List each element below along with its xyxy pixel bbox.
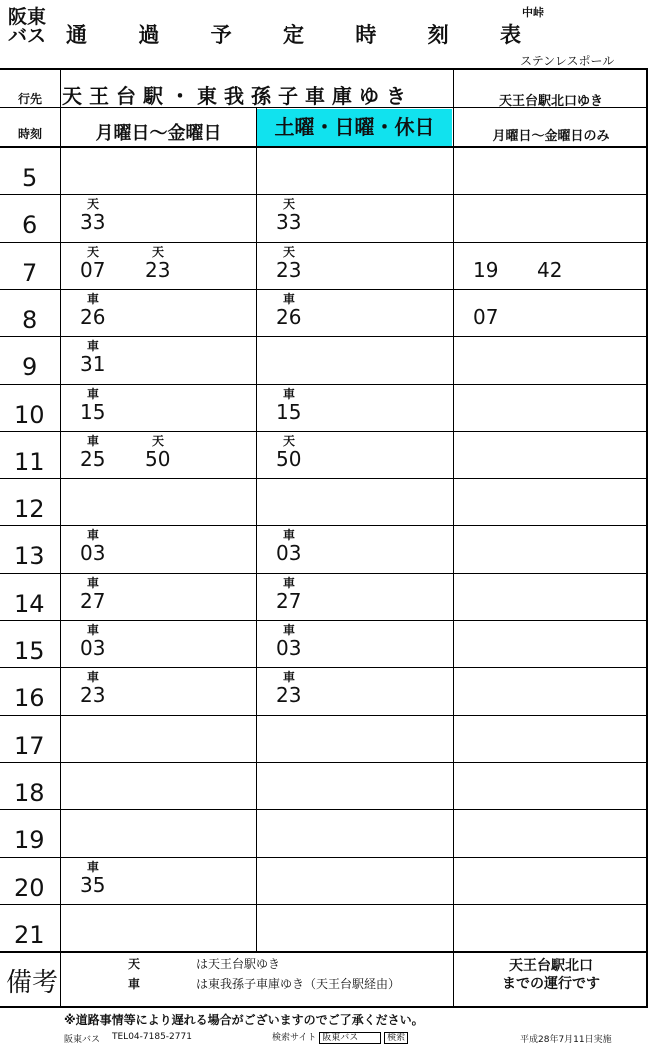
row-divider xyxy=(0,289,648,290)
route-mark: 天 xyxy=(152,433,165,448)
departure-weekend xyxy=(276,292,336,328)
remarks-right xyxy=(454,957,648,993)
row-divider xyxy=(0,573,648,574)
route-mark: 車 xyxy=(87,291,100,306)
departure-weekday xyxy=(80,387,140,423)
effective-date: 平成28年7月11日実施 xyxy=(520,1035,612,1045)
row-divider xyxy=(0,478,648,479)
hour-label: 14 xyxy=(14,589,45,618)
departure-minute: 50 xyxy=(276,446,302,471)
departure-weekend xyxy=(276,245,336,281)
departure-weekday xyxy=(80,292,140,328)
route-mark: 車 xyxy=(283,291,296,306)
legend-text-sha: は東我孫子車庫ゆき（天王台駅経由） xyxy=(196,977,401,991)
row-divider xyxy=(0,667,648,668)
hour-label: 10 xyxy=(14,400,45,429)
row-divider xyxy=(0,525,648,526)
departure-minute: 07 xyxy=(473,304,499,329)
route-mark: 天 xyxy=(87,197,100,212)
remarks-right-line-1: 天王台駅北口 xyxy=(509,958,593,974)
route-mark: 車 xyxy=(283,575,296,590)
grid-line xyxy=(256,107,257,952)
departure-weekend xyxy=(276,387,336,423)
departure-right xyxy=(473,292,533,328)
departure-weekend xyxy=(276,434,336,470)
route-mark: 車 xyxy=(87,339,100,354)
hour-label: 5 xyxy=(22,164,38,192)
departure-weekday xyxy=(145,434,205,470)
row-divider xyxy=(0,384,648,385)
title-char: 予 xyxy=(210,23,232,47)
row-divider xyxy=(0,431,648,432)
route-mark: 車 xyxy=(87,433,100,448)
footer-search xyxy=(272,1030,408,1044)
hour-label: 7 xyxy=(22,258,38,287)
search-button[interactable]: 検索 xyxy=(384,1032,408,1044)
footer-company: 阪東バス xyxy=(64,1035,101,1045)
departure-minute: 23 xyxy=(276,683,302,708)
route-mark: 車 xyxy=(283,386,296,401)
hour-label: 20 xyxy=(14,873,45,902)
departure-minute: 26 xyxy=(80,304,106,329)
route-mark: 車 xyxy=(87,575,100,590)
departure-right xyxy=(537,245,597,281)
departure-minute: 23 xyxy=(145,257,171,282)
route-mark: 車 xyxy=(283,623,296,637)
route-mark: 天 xyxy=(283,433,296,448)
departure-weekend xyxy=(276,528,336,564)
departure-minute: 50 xyxy=(145,446,171,471)
legend-mark-ten: 天 xyxy=(128,957,141,971)
hour-label: 12 xyxy=(14,495,45,524)
route-mark xyxy=(544,245,597,259)
departure-weekday xyxy=(80,434,140,470)
page-title xyxy=(66,19,521,49)
title-char: 刻 xyxy=(427,23,449,47)
route-mark: 天 xyxy=(87,244,100,259)
row-divider xyxy=(0,857,648,858)
departure-weekday xyxy=(80,339,140,375)
departure-weekend xyxy=(276,197,336,233)
brand-line-2: バス xyxy=(8,25,47,47)
pole-type: ステンレスポール xyxy=(520,54,615,68)
route-mark: 車 xyxy=(283,670,296,685)
departure-minute: 35 xyxy=(80,872,106,897)
route-mark: 車 xyxy=(87,386,100,401)
departure-minute: 03 xyxy=(276,541,302,566)
route-mark xyxy=(480,292,533,306)
day-weekday: 月曜日～金曜日 xyxy=(95,123,222,144)
grid-line xyxy=(0,146,648,148)
day-weekend: 土曜・日曜・休日 xyxy=(257,109,452,146)
departure-minute: 27 xyxy=(80,588,106,613)
departure-minute: 27 xyxy=(276,588,302,613)
hour-label: 6 xyxy=(22,211,38,240)
route-mark: 天 xyxy=(283,197,296,212)
grid-line xyxy=(453,68,454,1008)
departure-weekday xyxy=(80,623,140,659)
destination-main: 天王台駅・東我孫子車庫ゆき xyxy=(62,84,413,108)
departure-weekend xyxy=(276,576,336,612)
title-char: 通 xyxy=(66,23,87,47)
departure-minute: 19 xyxy=(473,257,499,282)
hour-label: 19 xyxy=(14,826,45,855)
departure-weekday xyxy=(80,197,140,233)
route-mark: 車 xyxy=(87,623,100,637)
departure-minute: 26 xyxy=(276,304,302,329)
row-divider xyxy=(0,336,648,337)
route-mark: 天 xyxy=(283,244,296,259)
departure-minute: 33 xyxy=(80,210,106,235)
hour-label: 11 xyxy=(14,447,45,476)
row-divider xyxy=(0,242,648,243)
footer-phone: TEL04-7185-2771 xyxy=(112,1032,192,1042)
route-mark: 車 xyxy=(283,528,296,543)
grid-line xyxy=(60,68,61,1008)
day-right: 月曜日～金曜日のみ xyxy=(492,129,610,144)
hour-label: 21 xyxy=(14,920,45,949)
delay-note: ※道路事情等により遅れる場合がございますのでご了承ください。 xyxy=(64,1013,424,1027)
departure-minute: 03 xyxy=(80,541,106,566)
row-divider xyxy=(0,194,648,195)
row-divider xyxy=(0,904,648,905)
hour-label: 17 xyxy=(14,731,45,760)
departure-weekday xyxy=(145,245,205,281)
departure-minute: 15 xyxy=(276,399,302,424)
title-char: 過 xyxy=(138,23,160,47)
departure-minute: 31 xyxy=(80,352,106,377)
remarks-label: 備考 xyxy=(6,968,59,998)
row-divider xyxy=(0,620,648,621)
brand-line-1: 阪東 xyxy=(8,6,47,28)
departure-minute: 42 xyxy=(537,257,563,282)
departure-minute: 03 xyxy=(80,636,106,660)
departure-weekday xyxy=(80,576,140,612)
hour-label: 9 xyxy=(22,353,38,382)
title-char: 定 xyxy=(282,23,304,47)
departure-weekend xyxy=(276,623,336,659)
search-term-box[interactable]: 阪東バス xyxy=(319,1032,381,1044)
search-label: 検索サイト xyxy=(272,1033,317,1043)
time-label: 時刻 xyxy=(18,127,43,141)
departure-minute: 33 xyxy=(276,210,302,235)
route-mark: 車 xyxy=(87,670,100,685)
title-char: 時 xyxy=(355,23,377,47)
departure-minute: 23 xyxy=(80,683,106,708)
hour-label: 8 xyxy=(22,305,38,334)
departure-weekday xyxy=(80,670,140,706)
hour-label: 16 xyxy=(14,684,45,713)
departure-minute: 15 xyxy=(80,399,106,424)
departure-minute: 23 xyxy=(276,257,302,282)
departure-minute: 25 xyxy=(80,446,106,471)
legend-mark-sha: 車 xyxy=(128,977,141,991)
departure-right xyxy=(473,245,533,281)
route-mark xyxy=(480,245,533,259)
stop-name: 中峠 xyxy=(522,6,544,19)
remarks-right-line-2: までの運行です xyxy=(502,976,600,992)
hour-label: 15 xyxy=(14,637,45,665)
hour-label: 18 xyxy=(14,778,45,807)
grid-line xyxy=(0,951,648,953)
destination-right: 天王台駅北口ゆき xyxy=(498,94,603,109)
hour-label: 13 xyxy=(14,542,45,571)
departure-minute: 07 xyxy=(80,257,106,282)
legend-text-ten: は天王台駅ゆき xyxy=(196,957,281,971)
departure-weekday xyxy=(80,245,140,281)
route-mark: 車 xyxy=(87,859,100,874)
company-brand xyxy=(8,8,46,46)
departure-weekday xyxy=(80,860,140,896)
route-mark: 車 xyxy=(87,528,100,543)
departure-weekend xyxy=(276,670,336,706)
row-divider xyxy=(0,809,648,810)
row-divider xyxy=(0,715,648,716)
row-divider xyxy=(0,762,648,763)
departure-minute: 03 xyxy=(276,636,302,660)
dest-label: 行先 xyxy=(18,92,43,106)
departure-weekday xyxy=(80,528,140,564)
title-char: 表 xyxy=(499,23,521,47)
route-mark: 天 xyxy=(152,244,165,259)
